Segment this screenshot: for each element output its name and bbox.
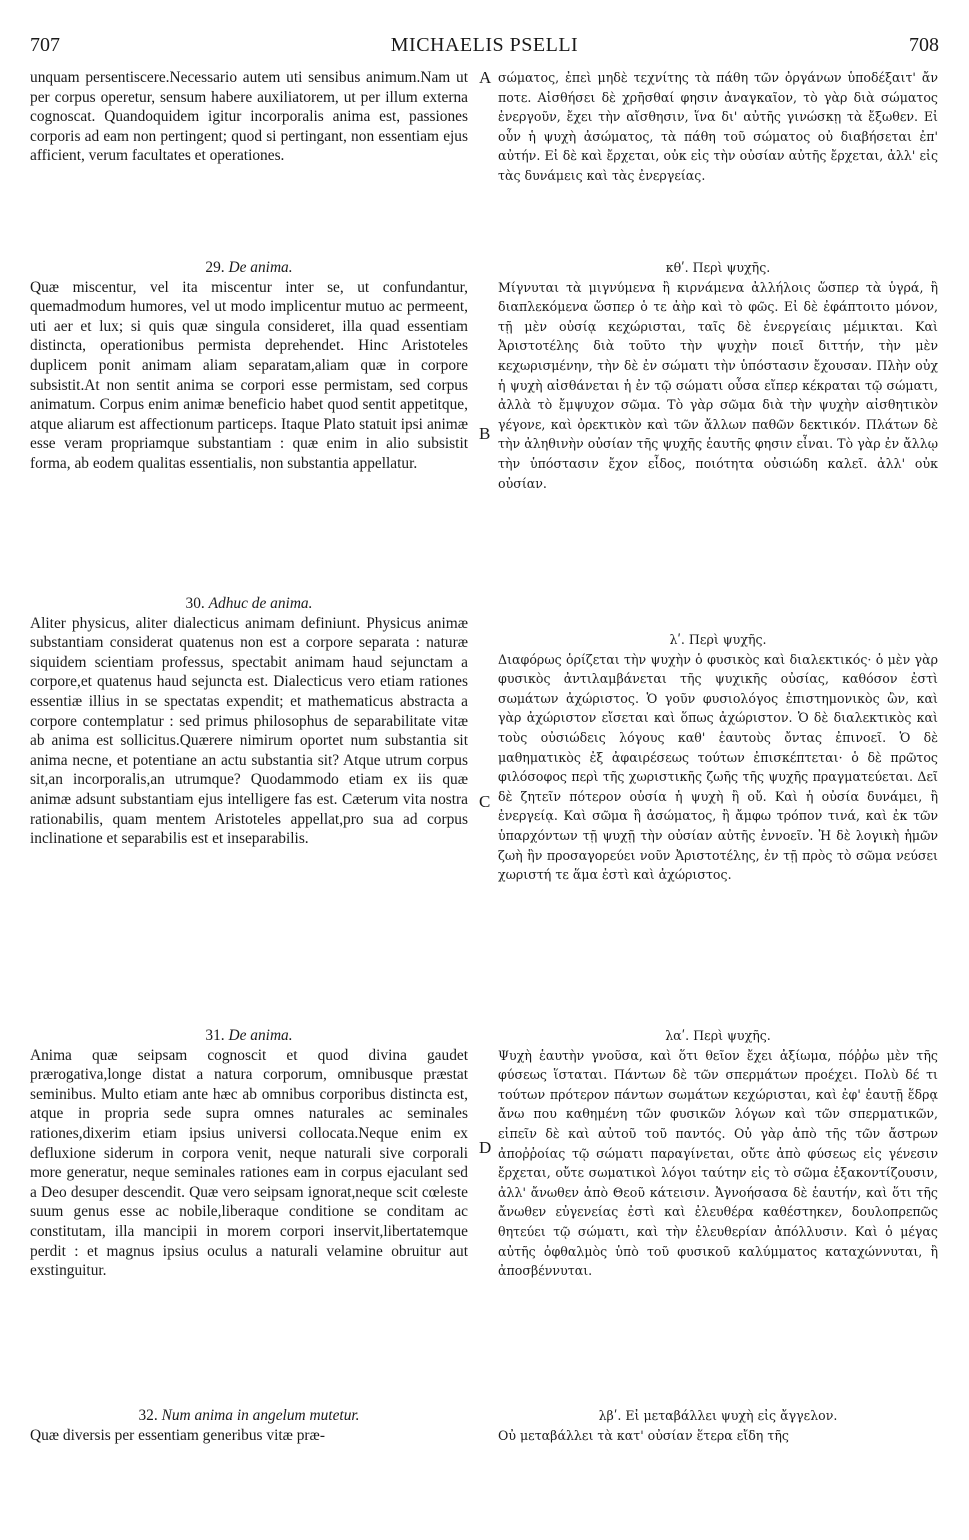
section-number: 30. bbox=[185, 595, 205, 612]
greek-section-text: Οὐ μεταβάλλει τὰ κατ' οὐσίαν ἕτερα εἴδη τῆς bbox=[498, 1427, 789, 1443]
section-title: De anima. bbox=[228, 259, 293, 276]
left-page-number: 707 bbox=[30, 34, 60, 56]
greek-section-heading: λαʹ. Περὶ ψυχῆς. bbox=[665, 1028, 771, 1043]
latin-section-text: Quæ miscentur, vel ita miscentur inter se, ut confundantur, quemadmodum humores, vel ut modo implicentur mutuo ac permeent, uti aer et lux; si quis quæ singula consideret, illa quad essentiam distincta, operationibus permista deprehendet. Hinc Aristoteles duplicem ponit animam aliam separatam,aliam quæ in corpore subsistit.At non sentit anima se corpori esse permistam, sed corpus animatum. Corpus enim animæ beneficio habet quod sentit appetitque, atque aliarum est affectionum particeps. Itaque Plato statuit ipsi animæ esse veram propriamque substantiam : quæ enim in alio subsistit forma, ab eodem qualitas essentialis, non substantia appellatur. bbox=[30, 278, 468, 472]
greek-section-heading: λʹ. Περὶ ψυχῆς. bbox=[669, 632, 767, 647]
greek-section-heading: κθʹ. Περὶ ψυχῆς. bbox=[665, 260, 771, 275]
greek-section-29 bbox=[498, 258, 938, 493]
latin-section-heading bbox=[30, 1406, 468, 1426]
latin-section-text: Aliter physicus, aliter dialecticus animam definiunt. Physicus animæ substantiam considerat quatenus non est a corpore separata : naturæ siquidem scientiam professus, spectabit animam haud sejunctam a corpore,et quatenus haud sejuncta est. Dialecticus vero etiam rationes essentiæ illius in se spectatas expendit; et mathematicus abstracta a corpore contemplatur : sed primus philosophus de separabilitate vitæ ab anima est sollicitus.Quærere nimirum oportet num substantia sit anima necne, et potentiane an actu substantia sit? Atque utrum corpus sit,an incorporalis,an utrumque? Quodammodo etiam ex iis quæ animæ adsunt substantiam ejus intelligere fas est. Cæterum vita nostra rationabilis, quam mentem Aristoteles appellat,pro sua ad corpus inclinatione et separabilis est et inseparabilis. bbox=[30, 614, 468, 848]
section-title: Adhuc de anima. bbox=[208, 595, 313, 612]
latin-section-text: Quæ diversis per essentiam generibus vitæ præ- bbox=[30, 1426, 325, 1444]
section-number: 32. bbox=[138, 1407, 158, 1424]
latin-section-29 bbox=[30, 258, 468, 474]
latin-section-31 bbox=[30, 1026, 468, 1281]
greek-intro-paragraph: σώματος, ἐπεὶ μηδὲ τεχνίτης τὰ πάθη τῶν ὀργάνων ὑποδέξαιτ' ἄν ποτε. Αἰσθήσει δὲ χρῆσθαί φησιν ἀναγκαῖον, τὸ γὰρ διὰ σώματος ἐνεργοῦν, ἔχει τὴν αἴσθησιν, ἵνα δι' αὐτῆς γινώσκῃ τὰ ἔξωθεν. Εἰ οὖν ἡ ψυχὴ ἀσώματος, τὰ πάθη τοῦ σώματος οὐ διαβήσεται ἐπ' αὐτήν. Εἰ δὲ καὶ ἔρχεται, οὐκ εἰς τὴν οὐσίαν αὐτῆς ἔρχεται, ἀλλ' εἰς τὰς δυνάμεις καὶ τὰς ἐνεργείας. bbox=[498, 70, 938, 183]
latin-section-heading bbox=[30, 258, 468, 278]
page-header bbox=[30, 34, 939, 58]
latin-section-text: Anima quæ seipsam cognoscit et quod divina gaudet prærogativa,longe distat a natura corporum, omnibusque præstat seminibus. Multo etiam ante hæc ab omnibus corporibus distincta est, atque in propria sede supra omnes naturales ac seminales rationes,dixerim etiam ipsius universi collocata.Neque enim ex defluxione siderum in corpora venit, neque naturali sive corporali more generatur, neque seminales rationes eam in corpus ejaculant sed a Deo desuper descendit. Quæ vero seipsam ignorat,neque scit cœleste suum genus esse ac nobile,liberaque conditione se conditam ac constitutam, illa mancipii in morem corpori inservit,libertatemque perdit : et magnus ipsius oculus a naturali velamine obruitur aut exstinguitur. bbox=[30, 1046, 468, 1280]
margin-mark-d: D bbox=[479, 1138, 492, 1157]
right-page-number: 708 bbox=[909, 34, 939, 56]
section-number: 31. bbox=[205, 1027, 225, 1044]
running-title: MICHAELIS PSELLI bbox=[390, 34, 579, 56]
margin-mark-b: B bbox=[479, 424, 491, 443]
section-title: De anima. bbox=[228, 1027, 293, 1044]
greek-section-text: Μίγνυται τὰ μιγνύμενα ἢ κιρνάμενα ἀλλήλοις ὥσπερ τὰ ὑγρά, ἢ διαπλεκόμενα ὥσπερ ὁ τε ἀὴρ καὶ τὸ φῶς. Εἰ δὲ ἐφάπτοιτο μόνον, τῇ μὲν οὐσίᾳ κεχώρισται, ταῖς δὲ ἐνεργείαις μέμικται. Καὶ Ἀριστοτέλης διὰ τοῦτο τὴν ψυχὴν ποιεῖ διττήν, τὴν μὲν κεχωρισμένην, τὴν δὲ ἐν σώματι τὴν ὑπόστασιν ἔχουσαν. Πλὴν οὐχ ἡ ψυχὴ αἰσθάνεται ἡ ἐν τῷ σώματι οὖσα εἴπερ κέκραται τῷ σώματι, ἀλλὰ τὸ ἔμψυχον σῶμα. Τὸ γὰρ σῶμα διὰ τὴν ψυχὴν αἰσθητικὸν γέγονε, καὶ ὀρεκτικὸν καὶ τῶν ἄλλων παθῶν δεκτικόν. Πλάτων δὲ τὴν ἀληθινὴν οὐσίαν τῆς ψυχῆς ἑαυτῆς φησιν εἶναι. Τὸ γὰρ ἐν ἄλλῳ τὴν ὑπόστασιν ἔχον εἶδος, ποιότητα οὐσιώδη καλεῖ. ἀλλ' οὐκ οὐσίαν. bbox=[498, 279, 938, 491]
greek-section-text: Διαφόρως ὁρίζεται τὴν ψυχὴν ὁ φυσικὸς καὶ διαλεκτικός· ὁ μὲν γὰρ φυσικὸς ἀντιλαμβάνεται τῆς ψυχικῆς οὐσίας, καθόσον ἐστὶ σωμάτων ἀχώριστος. Ὁ γοῦν φυσιολόγος ἐπιστημονικὸς ὢν, καὶ γὰρ ἀχώριστον εἴσεται καὶ ὅπως ἀχώριστον. Ὁ δὲ διαλεκτικὸς καὶ τοὺς οὐσιώδεις λόγους καθ' ἑαυτοὺς ὄντας ἐπινοεῖ. Ὁ δὲ μαθηματικὸς ἐξ ἀφαιρέσεως τούτων ἐπισκέπτεται· ὁ δὲ πρῶτος φιλόσοφος περὶ τῆς χωριστικῆς ζωῆς τῆς ψυχῆς πραγματεύεται. Δεῖ δὲ ζητεῖν πότερον οὐσία ἡ ψυχὴ ἢ οὔ. Καὶ ἡ οὐσία δυνάμει, ἢ ἐνεργείᾳ. Καὶ σῶμα ἢ ἀσώματος, ἢ ἄμφω τρόπον τινά, καὶ ἐκ τῶν ὑπαρχόντων τῇ ψυχῇ τὴν οὐσίαν αὐτῆς ἐννοεῖν. Ἡ δὲ λογικὴ ἡμῶν ζωὴ ἣν προσαγορεύει νοῦν Ἀριστοτέλης, ἐν τῇ πρὸς τὸ σῶμα νεύσει χωριστή τε ἅμα ἐστὶ καὶ ἀχώριστος. bbox=[498, 651, 938, 883]
greek-section-30 bbox=[498, 630, 938, 885]
greek-section-heading: λβʹ. Εἰ μεταβάλλει ψυχὴ εἰς ἄγγελον. bbox=[598, 1408, 838, 1423]
margin-mark-a: A bbox=[479, 68, 492, 87]
latin-section-32 bbox=[30, 1406, 468, 1445]
section-number: 29. bbox=[205, 259, 225, 276]
greek-section-31 bbox=[498, 1026, 938, 1281]
latin-section-heading bbox=[30, 594, 468, 614]
latin-intro-paragraph: unquam persentiscere.Necessario autem uti sensibus animum.Nam ut per corpus operetur, sensum habere auxiliatorem, ut per illum externa cognoscat. Quandoquidem igitur incorporalis anima est, passiones corporis ad eam non pertingent; quod si pertingant, non essentiam ejus afficient, verum facultates et operationes. bbox=[30, 69, 468, 165]
greek-section-32 bbox=[498, 1406, 938, 1445]
latin-section-30 bbox=[30, 594, 468, 849]
greek-section-text: Ψυχὴ ἑαυτὴν γνοῦσα, καὶ ὅτι θεῖον ἔχει ἀξίωμα, πόῤῥω μὲν τῆς φύσεως ἵσταται. Πάντων δὲ τῶν σπερμάτων προέχει. Πολὺ δέ τι τούτων πρότερον πάντων σωμάτων κεχώρισται, καὶ ἐφ' ἑαυτῇ ἕδρᾳ ἄνω που καθημένη τῶν φυσικῶν λόγων καὶ τῶν σπερματικῶν, εἰπεῖν δὲ καὶ αὐτοῦ τοῦ παντός. Οὐ γὰρ ἀπὸ τῆς τῶν ἄστρων ἀποῤῥοίας τῷ σώματι παραγίνεται, οὔτε ἀπὸ φύσεως εἰς γένεσιν ἔρχεται, οὔτε σωματικοὶ λόγοι ταύτην εἰς τὸ σῶμα ἐξακοντίζουσιν, ἀλλ' ἄνωθεν ἀπὸ Θεοῦ κάτεισιν. Ἀγνοήσασα δὲ ἑαυτήν, καὶ ὅτι τῆς ἄνωθεν εὐγενείας ἐστὶ καὶ ἐλευθέρα καθέστηκεν, δουλοπρεπῶς θητεύει τῷ σώματι, καὶ τὴν ἐλευθερίαν ἀπόλλυσιν. Καὶ ὁ μέγας αὐτῆς ὀφθαλμὸς ὑπὸ τοῦ φυσικοῦ καλύμματος καταχώννυται, ἢ ἀποσβέννυται. bbox=[498, 1047, 938, 1279]
margin-mark-c: C bbox=[479, 792, 491, 811]
latin-section-heading bbox=[30, 1026, 468, 1046]
section-title: Num anima in angelum mutetur. bbox=[161, 1407, 360, 1424]
